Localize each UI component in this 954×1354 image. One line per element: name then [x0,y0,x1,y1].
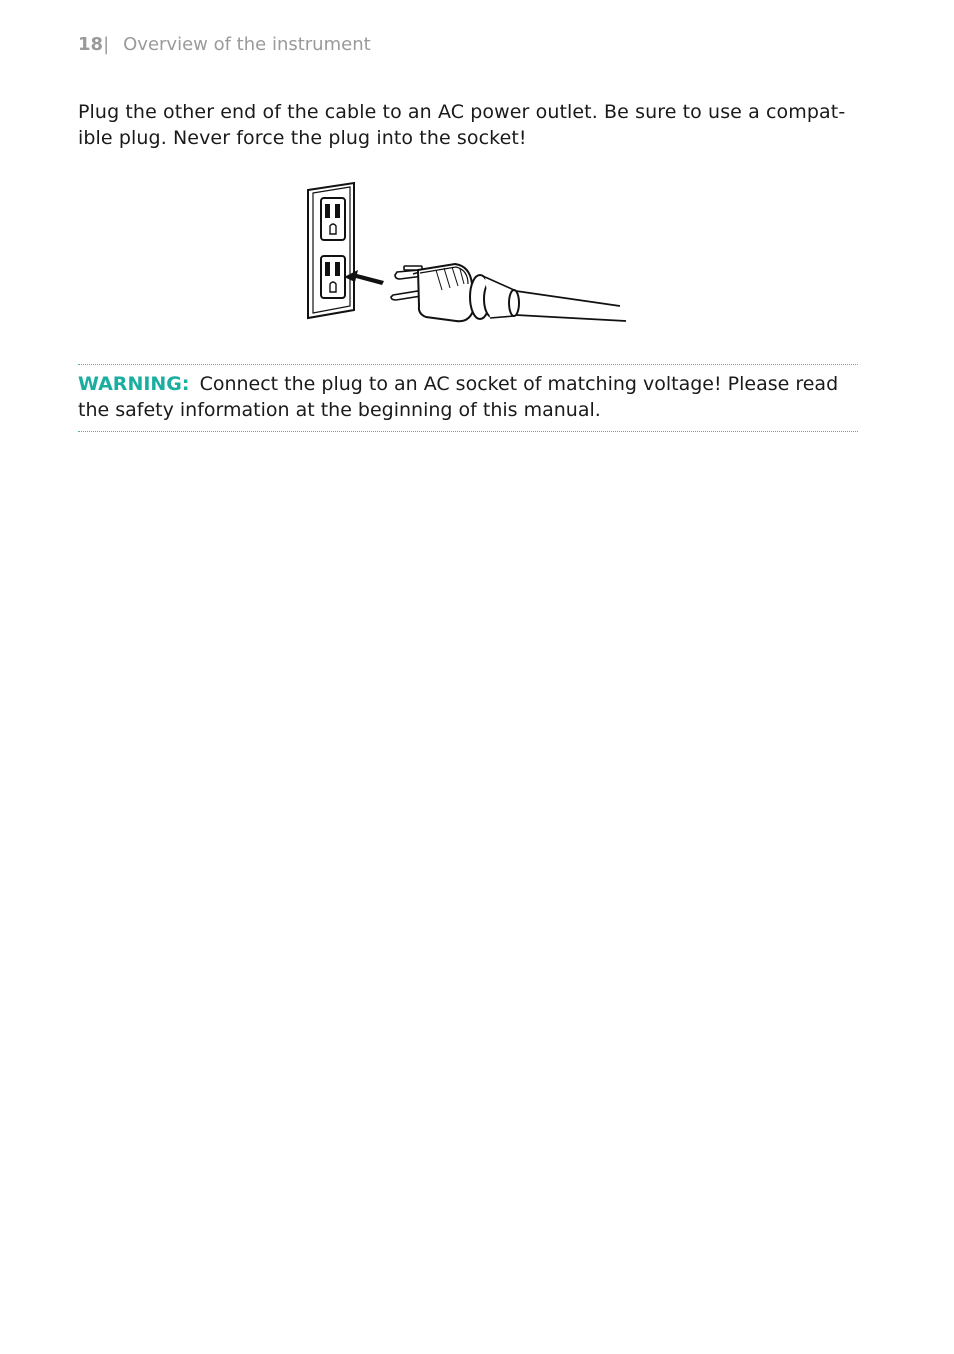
header-separator: | [103,34,110,55]
warning-note [78,364,858,432]
page-header [78,33,371,57]
page-number: 18 [78,34,104,55]
warning-label: WARNING: [78,373,190,395]
warning-text: Connect the plug to an AC socket of matching voltage! Please read the safety information at the beginning of this manual. [78,373,839,421]
wall-outlet-icon [308,183,354,318]
power-plug-outlet-illustration [300,178,640,328]
section-title: Overview of the instrument [123,34,371,55]
power-cable-icon [516,291,626,321]
instruction-paragraph: Plug the other end of the cable to an AC power outlet. Be sure to use a compat-ible plug. Never force the plug into the socket! [78,101,846,149]
plug-body-icon [418,264,519,321]
